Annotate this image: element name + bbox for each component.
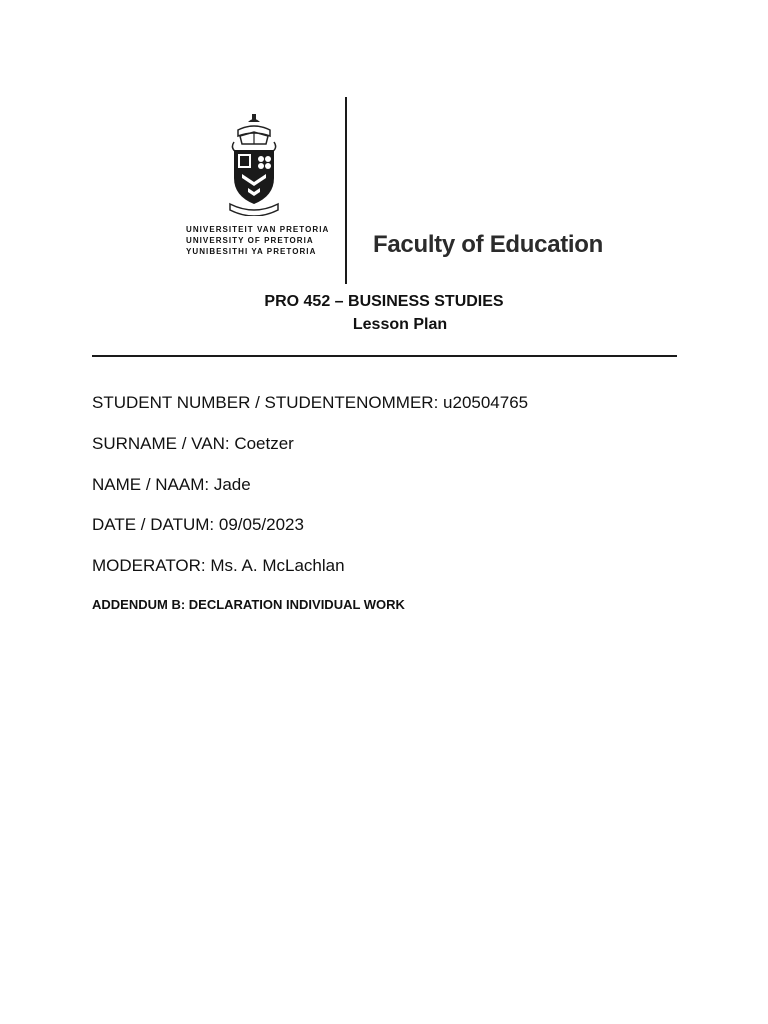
faculty-title: Faculty of Education xyxy=(373,231,604,258)
moderator-field: MODERATOR: Ms. A. McLachlan xyxy=(92,556,345,575)
university-names xyxy=(186,224,330,257)
header-divider xyxy=(345,97,347,284)
university-name-afrikaans: UNIVERSITEIT VAN PRETORIA xyxy=(186,225,330,234)
name-field: NAME / NAAM: Jade xyxy=(92,475,251,494)
document-subtitle: Lesson Plan xyxy=(352,316,448,333)
university-logo xyxy=(186,110,330,260)
addendum-heading: ADDENDUM B: DECLARATION INDIVIDUAL WORK xyxy=(92,597,405,612)
course-title: PRO 452 – BUSINESS STUDIES xyxy=(264,293,504,310)
title-rule xyxy=(92,355,677,357)
student-number-field: STUDENT NUMBER / STUDENTENOMMER: u20504765 xyxy=(92,393,529,412)
university-name-english: UNIVERSITY OF PRETORIA xyxy=(186,236,314,245)
date-field: DATE / DATUM: 09/05/2023 xyxy=(92,515,304,534)
university-name-sepedi: YUNIBESITHI YA PRETORIA xyxy=(186,247,317,256)
surname-field: SURNAME / VAN: Coetzer xyxy=(92,434,294,453)
university-crest-icon xyxy=(226,112,282,216)
